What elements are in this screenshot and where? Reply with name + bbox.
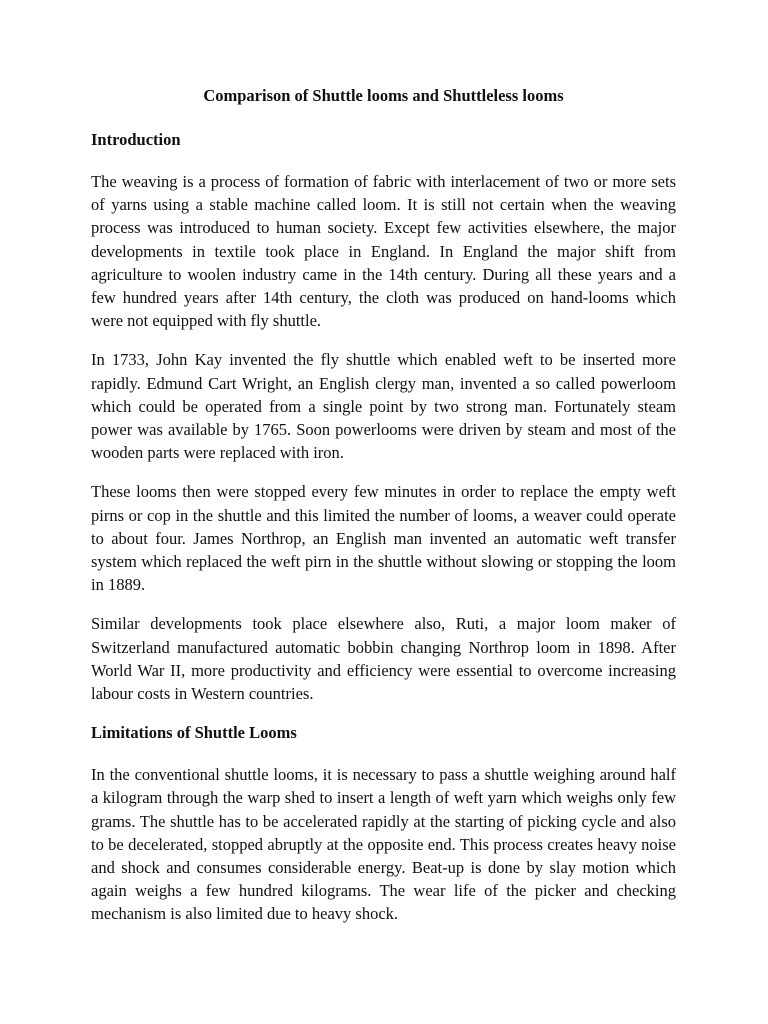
paragraph: In 1733, John Kay invented the fly shuttle which enabled weft to be inserted more rapidly. Edmund Cart Wright, an English clergy man, invented a so called powerloom which could be operated from a single point by two strong man. Fortunately steam power was available by 1765. Soon powerlooms were driven by steam and most of the wooden parts were replaced with iron. xyxy=(91,350,676,463)
document-title: Comparison of Shuttle looms and Shuttleless looms xyxy=(203,86,564,105)
section-heading: Limitations of Shuttle Looms xyxy=(91,723,297,743)
paragraph: Similar developments took place elsewhere also, Ruti, a major loom maker of Switzerland manufactured automatic bobbin changing Northrop loom in 1898. After World War II, more productivity and efficiency were essential to overcome increasing labour costs in Western countries. xyxy=(91,614,676,704)
paragraph: These looms then were stopped every few minutes in order to replace the empty weft pirns or cop in the shuttle and this limited the number of looms, a weaver could operate to about four. James Northrop, an English man invented an automatic weft transfer system which replaced the weft pirn in the shuttle without slowing or stopping the loom in 1889. xyxy=(91,482,676,595)
section-heading: Introduction xyxy=(91,130,181,149)
paragraph: In the conventional shuttle looms, it is necessary to pass a shuttle weighing around half a kilogram through the warp shed to insert a length of weft yarn which weighs only few grams. The shuttle has to be accelerated rapidly at the starting of picking cycle and also to be decelerated, stopped abruptly at the opposite end. This process creates heavy noise and shock and consumes considerable energy. Beat-up is done by slay motion which again weighs a few hundred kilograms. The wear life of the picker and checking mechanism is also limited due to heavy shock. xyxy=(91,765,676,924)
document-page xyxy=(91,84,676,942)
section-limitations-of-shuttle-looms xyxy=(91,721,676,925)
section-introduction xyxy=(91,128,676,705)
paragraph: The weaving is a process of formation of fabric with interlacement of two or more sets of yarns using a stable machine called loom. It is still not certain when the weaving process was introduced to human society. Except few activities elsewhere, the major developments in textile took place in England. In England the major shift from agriculture to woolen industry came in the 14th century. During all these years and a few hundred years after 14th century, the cloth was produced on hand-looms which were not equipped with fly shuttle. xyxy=(91,172,676,331)
